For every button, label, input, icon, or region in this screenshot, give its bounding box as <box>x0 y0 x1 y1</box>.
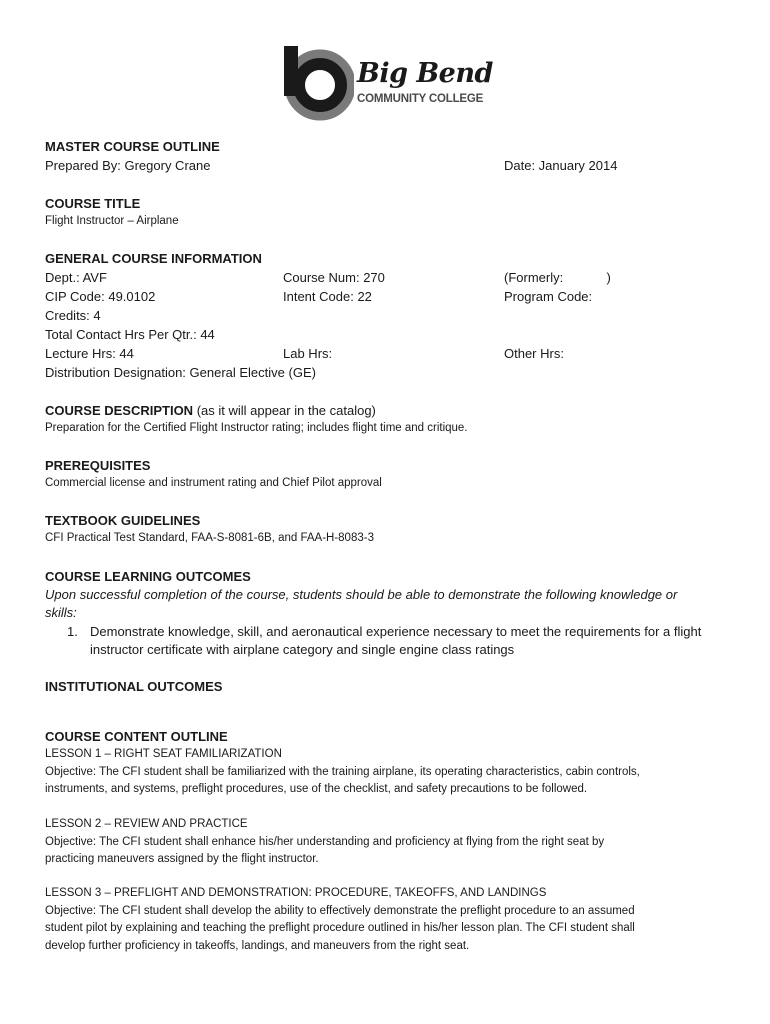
description-heading-line <box>45 403 376 418</box>
course-num: Course Num: 270 <box>283 270 385 285</box>
content-outline-heading: COURSE CONTENT OUTLINE <box>45 729 228 744</box>
outcome-item-number: 1. <box>67 624 78 639</box>
lesson-2-objective-line-2: practicing maneuvers assigned by the flight instructor. <box>45 853 319 865</box>
document-title: MASTER COURSE OUTLINE <box>45 139 220 154</box>
textbook-heading: TEXTBOOK GUIDELINES <box>45 513 201 528</box>
college-logo <box>282 44 492 124</box>
course-title-value: Flight Instructor – Airplane <box>45 215 179 227</box>
intent-code: Intent Code: 22 <box>283 289 372 304</box>
general-info-heading: GENERAL COURSE INFORMATION <box>45 251 262 266</box>
course-title-heading: COURSE TITLE <box>45 196 141 211</box>
lesson-1-objective-line-1: Objective: The CFI student shall be familiarized with the training airplane, its operating characteristics, cabin controls, <box>45 766 640 778</box>
college-logo-subtitle: COMMUNITY COLLEGE <box>357 93 484 105</box>
lab-hours: Lab Hrs: <box>283 346 333 361</box>
formerly: (Formerly: ) <box>504 270 611 285</box>
cip-code: CIP Code: 49.0102 <box>45 289 156 304</box>
lesson-3-objective-line-3: develop further proficiency in takeoffs, landings, and maneuvers from the right seat. <box>45 940 470 952</box>
credits: Credits: 4 <box>45 308 101 323</box>
lesson-3-title: LESSON 3 – PREFLIGHT AND DEMONSTRATION: PROCEDURE, TAKEOFFS, AND LANDINGS <box>45 887 547 899</box>
textbook-text: CFI Practical Test Standard, FAA-S-8081-6B, and FAA-H-8083-3 <box>45 532 374 544</box>
distribution-designation: Distribution Designation: General Elective (GE) <box>45 365 316 380</box>
description-heading-note: (as it will appear in the catalog) <box>193 403 376 418</box>
document-date: Date: January 2014 <box>504 158 618 173</box>
outcomes-intro-line-1: Upon successful completion of the course, students should be able to demonstrate the following knowledge or <box>45 587 678 602</box>
description-text: Preparation for the Certified Flight Instructor rating; includes flight time and critique. <box>45 422 468 434</box>
outcomes-heading: COURSE LEARNING OUTCOMES <box>45 569 251 584</box>
prepared-by: Prepared By: Gregory Crane <box>45 158 211 173</box>
college-logo-name: Big Bend <box>357 58 493 89</box>
other-hours: Other Hrs: <box>504 346 564 361</box>
lesson-3-objective-line-1: Objective: The CFI student shall develop the ability to effectively demonstrate the preflight procedure to an assumed <box>45 905 635 917</box>
lesson-2-title: LESSON 2 – REVIEW AND PRACTICE <box>45 818 248 830</box>
prerequisites-heading: PREREQUISITES <box>45 458 151 473</box>
college-logo-mark-icon <box>282 44 354 124</box>
lesson-3-objective-line-2: student pilot by explaining and teaching the preflight procedure outlined in his/her lesson plan. The CFI student shall <box>45 922 635 934</box>
total-contact-hours: Total Contact Hrs Per Qtr.: 44 <box>45 327 215 342</box>
outcome-item-line-1: Demonstrate knowledge, skill, and aeronautical experience necessary to meet the requirements for a flight <box>90 624 702 639</box>
outcomes-intro-line-2: skills: <box>45 605 77 620</box>
description-heading: COURSE DESCRIPTION <box>45 403 194 418</box>
lesson-1-title: LESSON 1 – RIGHT SEAT FAMILIARIZATION <box>45 748 282 760</box>
prerequisites-text: Commercial license and instrument rating and Chief Pilot approval <box>45 477 382 489</box>
lesson-1-objective-line-2: instruments, and systems, preflight procedures, use of the checklist, and safety precautions to be followed. <box>45 783 588 795</box>
institutional-outcomes-heading: INSTITUTIONAL OUTCOMES <box>45 679 223 694</box>
lecture-hours: Lecture Hrs: 44 <box>45 346 134 361</box>
program-code: Program Code: <box>504 289 593 304</box>
lesson-2-objective-line-1: Objective: The CFI student shall enhance his/her understanding and proficiency at flying from the right seat by <box>45 836 605 848</box>
dept: Dept.: AVF <box>45 270 107 285</box>
outcome-item-line-2: instructor certificate with airplane category and single engine class ratings <box>90 642 515 657</box>
